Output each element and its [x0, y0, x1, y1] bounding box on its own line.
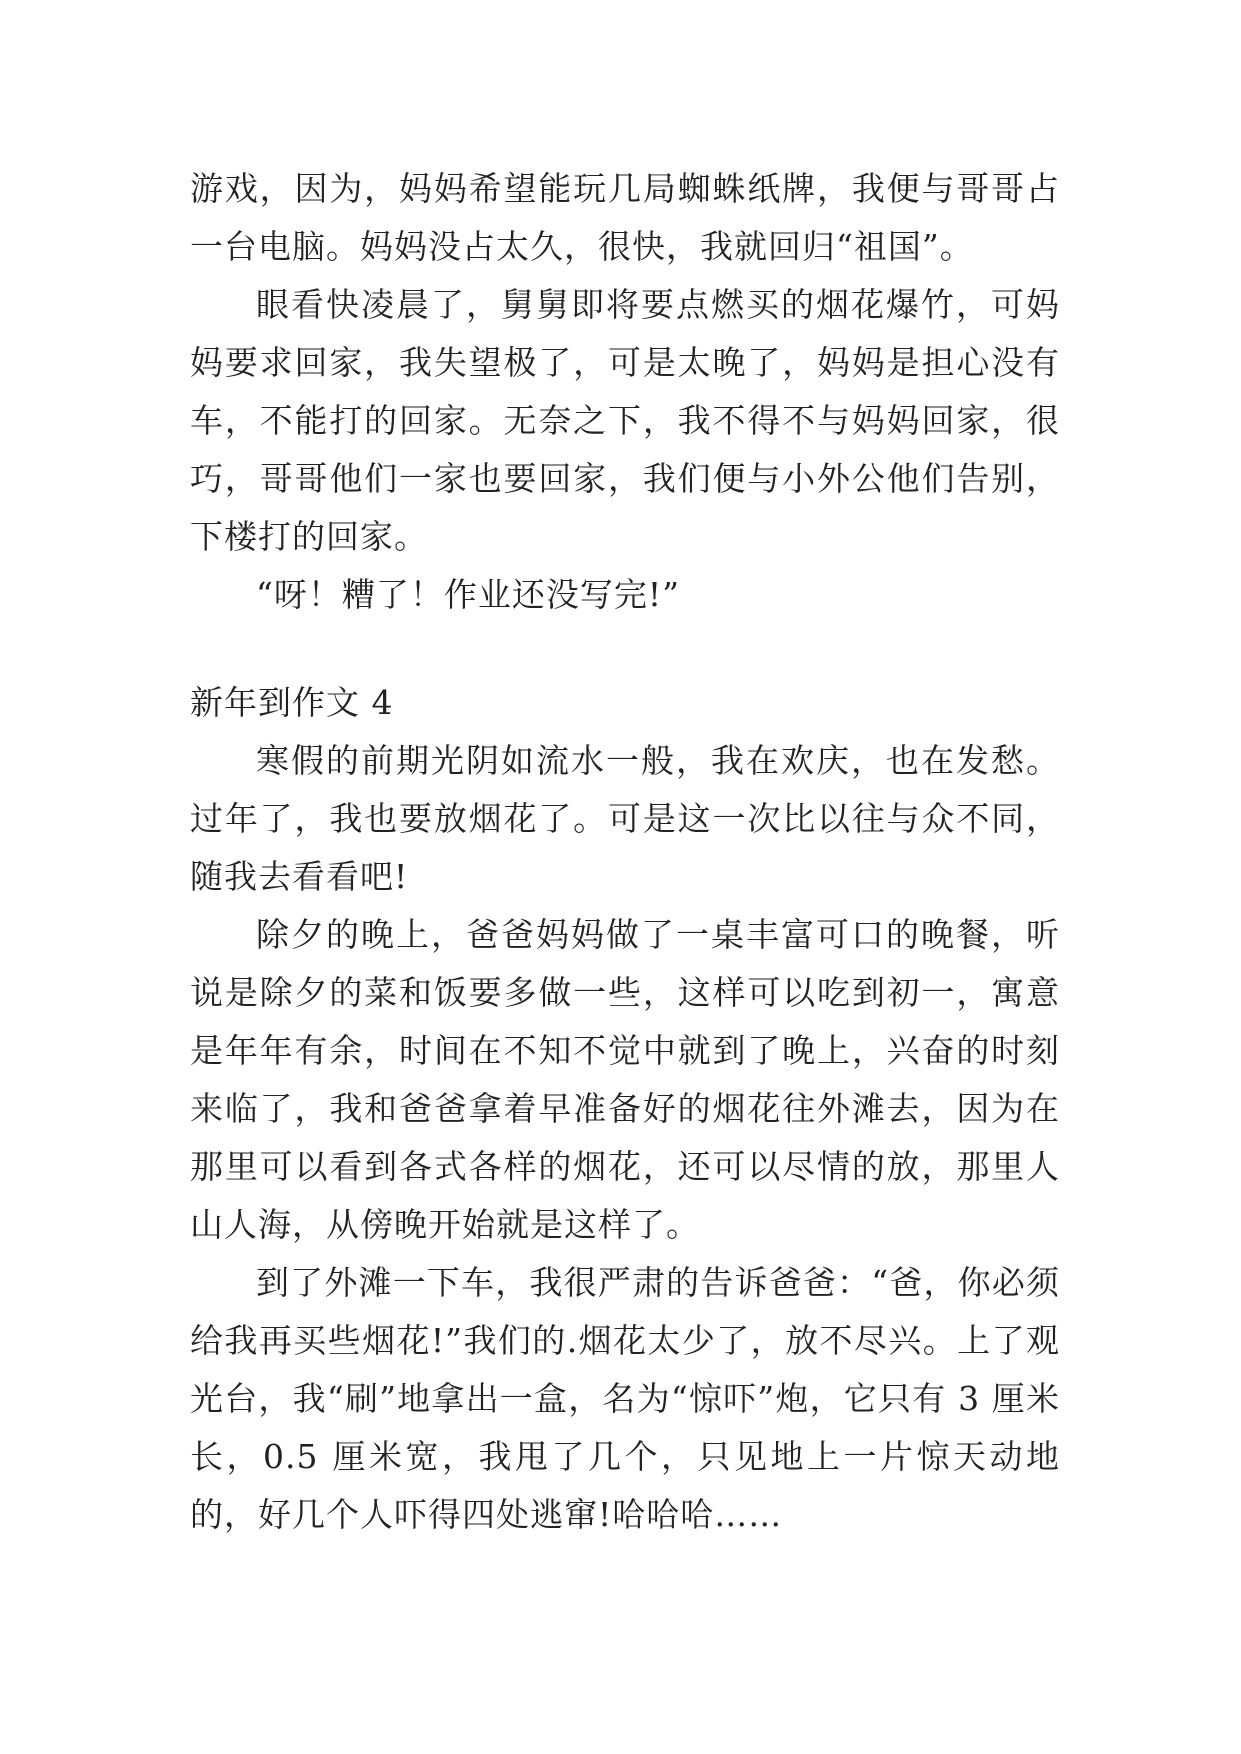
paragraph-the-bund: 到了外滩一下车，我很严肃的告诉爸爸：“爸，你必须给我再买些烟花!”我们的.烟花太少了，放不尽兴。上了观光台，我“刷”地拿出一盒，名为“惊吓”炮，它只有 3 厘米长，0.5 厘米宽，我甩了几个，只见地上一片惊天动地的，好几个人吓得四处逃窜!哈哈哈……: [190, 1263, 1060, 1534]
paragraph-continued: 游戏，因为，妈妈希望能玩几局蜘蛛纸牌，我便与哥哥占一台电脑。妈妈没占太久，很快，我就回归“祖国”。: [190, 169, 1060, 266]
document-body: [190, 160, 1060, 1544]
paragraph-winter-break: 寒假的前期光阴如流水一般，我在欢庆，也在发愁。过年了，我也要放烟花了。可是这一次比以往与众不同，随我去看看吧!: [190, 741, 1060, 896]
paragraph-homework-exclaim: “呀！糟了！作业还没写完!”: [256, 575, 681, 614]
paragraph-new-years-eve: 除夕的晚上，爸爸妈妈做了一桌丰富可口的晚餐，听说是除夕的菜和饭要多做一些，这样可以吃到初一，寓意是年年有余，时间在不知不觉中就到了晚上，兴奋的时刻来临了，我和爸爸拿着早准备好的烟花往外滩去，因为在那里可以看到各式各样的烟花，还可以尽情的放，那里人山人海，从傍晚开始就是这样了。: [190, 915, 1060, 1244]
paragraph-leaving-home: 眼看快凌晨了，舅舅即将要点燃买的烟花爆竹，可妈妈要求回家，我失望极了，可是太晚了，妈妈是担心没有车，不能打的回家。无奈之下，我不得不与妈妈回家，很巧，哥哥他们一家也要回家，我们便与小外公他们告别，下楼打的回家。: [190, 285, 1060, 556]
section-title: 新年到作文 4: [190, 683, 394, 722]
